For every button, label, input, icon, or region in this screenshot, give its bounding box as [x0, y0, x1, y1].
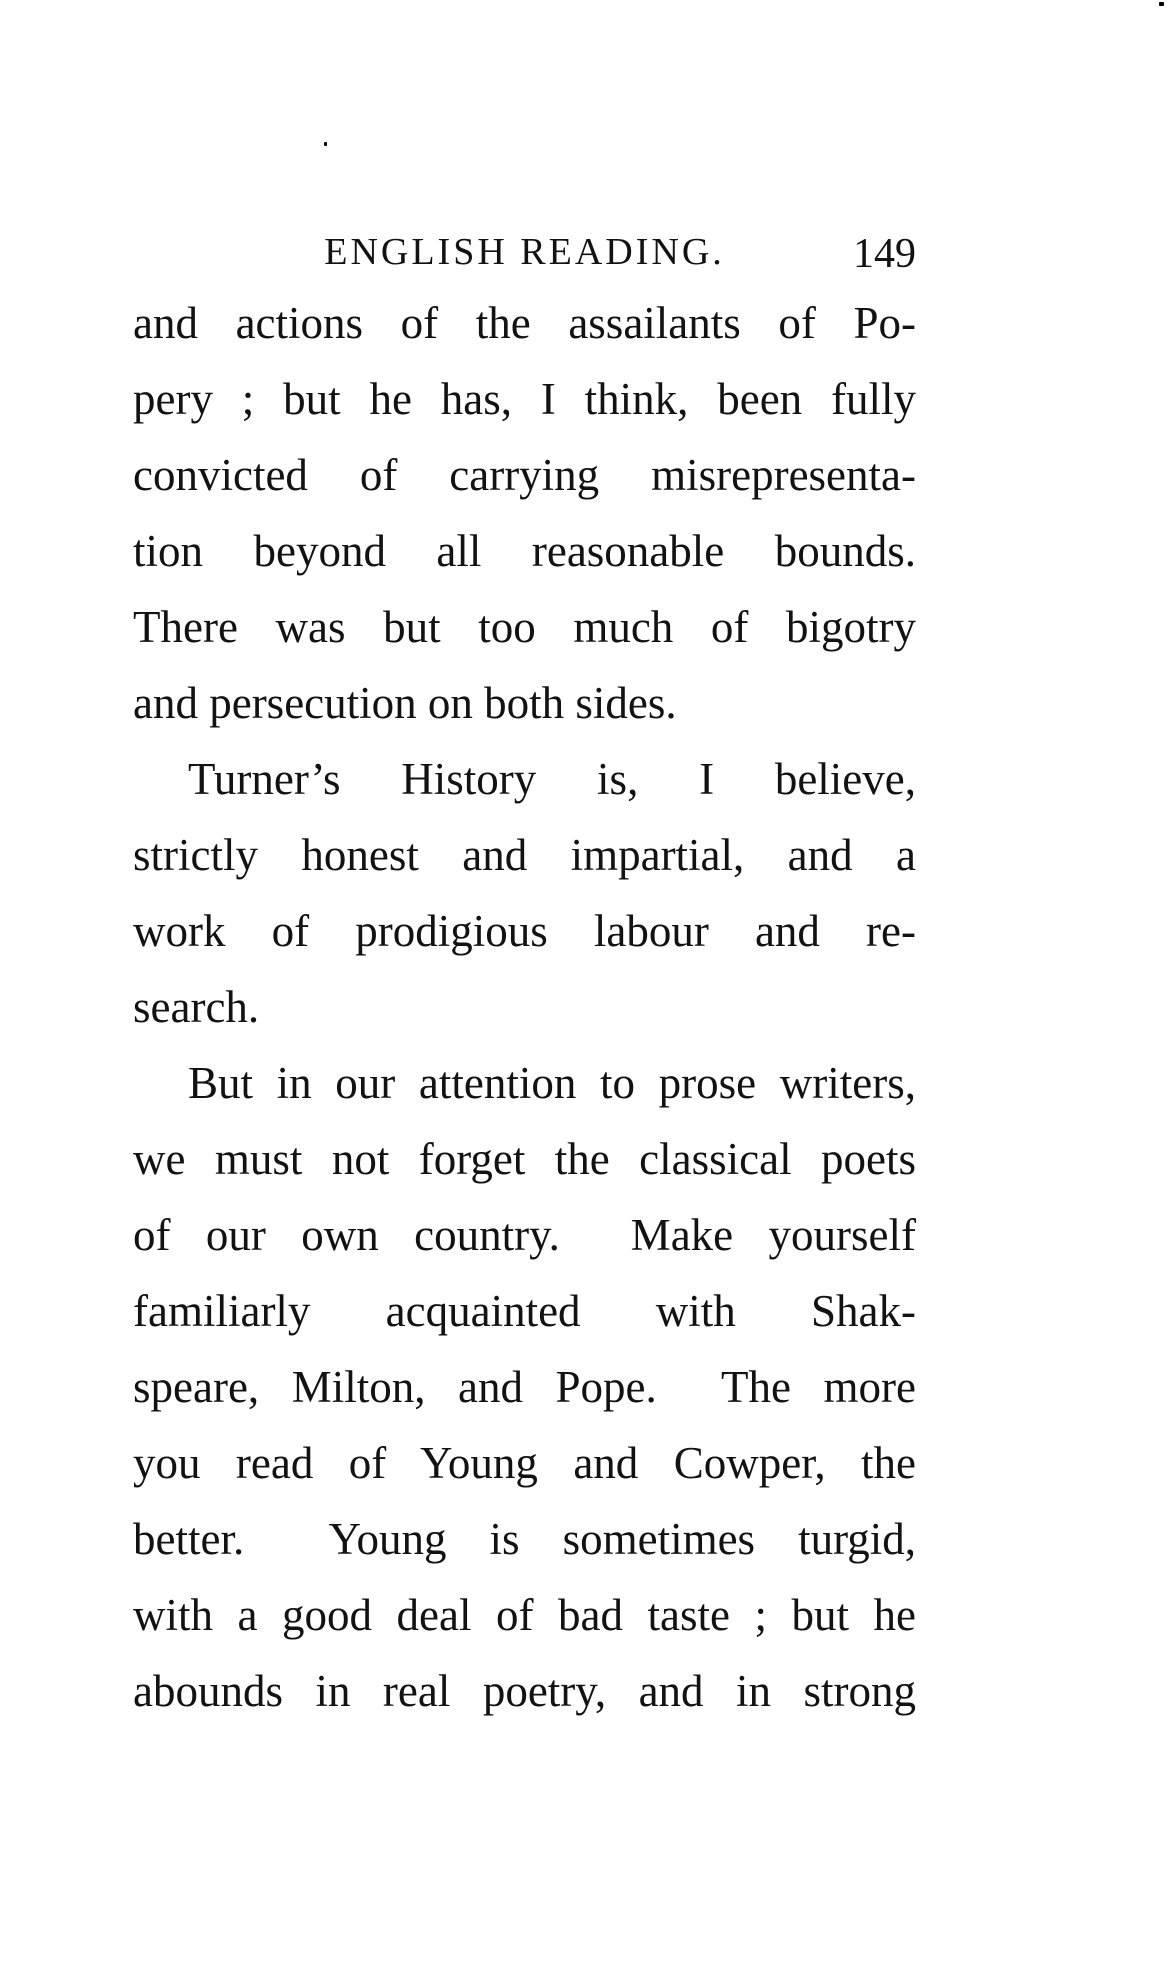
text-line: work of prodigious labour and re- — [133, 906, 916, 956]
text-line: There was but too much of bigotry — [133, 602, 916, 652]
text-line: pery ; but he has, I think, been fully — [133, 374, 916, 424]
text-line: strictly honest and impartial, and a — [133, 830, 916, 880]
page-number: 149 — [853, 231, 916, 277]
scan-speck — [324, 142, 327, 146]
text-line: and actions of the assailants of Po- — [133, 298, 916, 348]
text-line: But in our attention to prose writers, — [188, 1058, 916, 1108]
text-line: familiarly acquainted with Shak- — [133, 1286, 916, 1336]
text-line: of our own country. Make yourself — [133, 1210, 916, 1260]
text-line: tion beyond all reasonable bounds. — [133, 526, 916, 576]
text-line: better. Young is sometimes turgid, — [133, 1514, 916, 1564]
running-header — [133, 230, 916, 278]
text-line: with a good deal of bad taste ; but he — [133, 1590, 916, 1640]
text-line: Turner’s History is, I believe, — [188, 754, 916, 804]
text-line: speare, Milton, and Pope. The more — [133, 1362, 916, 1412]
text-line: we must not forget the classical poets — [133, 1134, 916, 1184]
text-line: search. — [133, 982, 260, 1032]
text-line: convicted of carrying misrepresenta- — [133, 450, 916, 500]
text-line: abounds in real poetry, and in strong — [133, 1666, 916, 1716]
running-header-title: ENGLISH READING. — [324, 231, 725, 273]
text-line: you read of Young and Cowper, the — [133, 1438, 916, 1488]
body-text-block — [133, 285, 916, 1729]
text-line: and persecution on both sides. — [133, 678, 677, 728]
scan-speck — [1159, 2, 1164, 6]
